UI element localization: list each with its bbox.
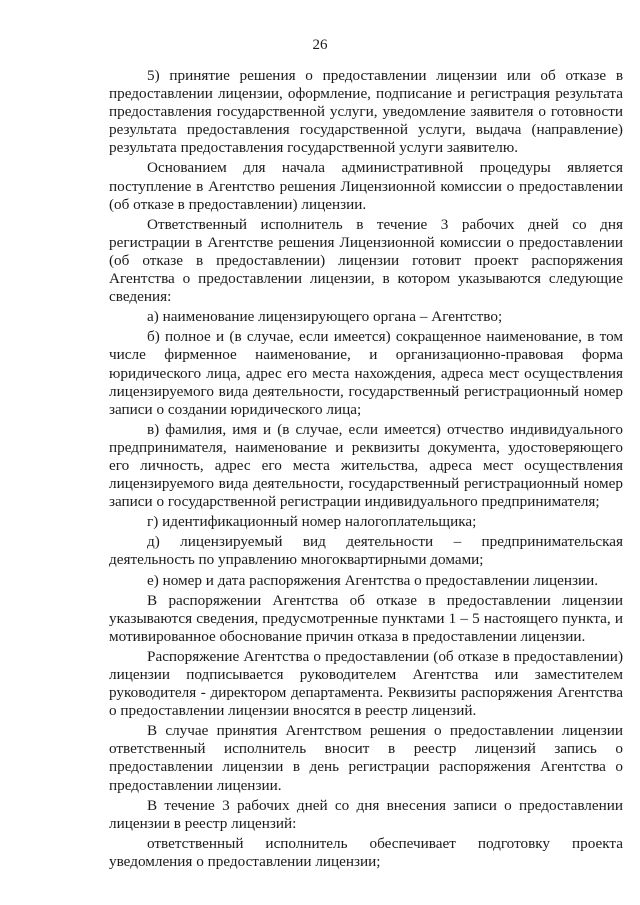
list-item-v: в) фамилия, имя и (в случае, если имеется) отчество индивидуального предпринимателя, наименование и реквизиты документа, удостоверяющего его личность, адрес его места жительства, адреса мест осуществления лицензируемого вида деятельности, государственный регистрационный номер записи о государственной регистрации индивидуального предпринимателя; <box>109 420 623 511</box>
document-body <box>109 67 623 873</box>
paragraph-procedure-basis: Основанием для начала административной процедуры является поступление в Агентство решения Лицензионной комиссии о предоставлении (об отказе в предоставлении) лицензии. <box>109 159 623 213</box>
paragraph-three-days: В течение 3 рабочих дней со дня внесения записи о предоставлении лицензии в реестр лицензий: <box>109 796 623 832</box>
paragraph-registry-entry: В случае принятия Агентством решения о предоставлении лицензии ответственный исполнитель вносит в реестр лицензий запись о предоставлении лицензии в день регистрации распоряжения Агентства о предоставлении лицензии. <box>109 722 623 794</box>
paragraph-notification-draft: ответственный исполнитель обеспечивает подготовку проекта уведомления о предоставлении лицензии; <box>109 834 623 870</box>
list-item-a: а) наименование лицензирующего органа – Агентство; <box>147 308 503 326</box>
list-item-b: б) полное и (в случае, если имеется) сокращенное наименование, в том числе фирменное наименование, и организационно-правовая форма юридического лица, адрес его места нахождения, адреса мест осуществления лицензируемого вида деятельности, государственный регистрационный номер записи о создании юридического лица; <box>109 328 623 418</box>
page-number: 26 <box>312 37 328 53</box>
paragraph-result-decision: 5) принятие решения о предоставлении лицензии или об отказе в предоставлении лицензии, оформление, подписание и регистрация результата предоставления государственной услуги, уведомление заявителя о готовности результата предоставления государственной услуги, выдача (направление) результата предоставления государственной услуги заявителю. <box>109 67 623 157</box>
paragraph-order-signing: Распоряжение Агентства о предоставлении (об отказе в предоставлении) лицензии подписывается руководителем Агентства или заместителем руководителя - директором департамента. Реквизиты распоряжения Агентства о предоставлении лицензии вносятся в реестр лицензий. <box>109 647 623 720</box>
paragraph-draft-order: Ответственный исполнитель в течение 3 рабочих дней со дня регистрации в Агентстве решения Лицензионной комиссии о предоставлении (об отказе в предоставлении) лицензии готовит проект распоряжения Агентства о предоставлении лицензии, в котором указываются следующие сведения: <box>109 215 623 306</box>
list-item-e: е) номер и дата распоряжения Агентства о предоставлении лицензии. <box>147 571 599 589</box>
list-item-d: д) лицензируемый вид деятельности – предпринимательская деятельность по управлению многоквартирными домами; <box>109 533 623 569</box>
paragraph-refusal-order: В распоряжении Агентства об отказе в предоставлении лицензии указываются сведения, предусмотренные пунктами 1 – 5 настоящего пункта, и мотивированное обоснование причин отказа в предоставлении лицензии. <box>109 591 623 645</box>
list-item-g: г) идентификационный номер налогоплательщика; <box>147 513 477 531</box>
